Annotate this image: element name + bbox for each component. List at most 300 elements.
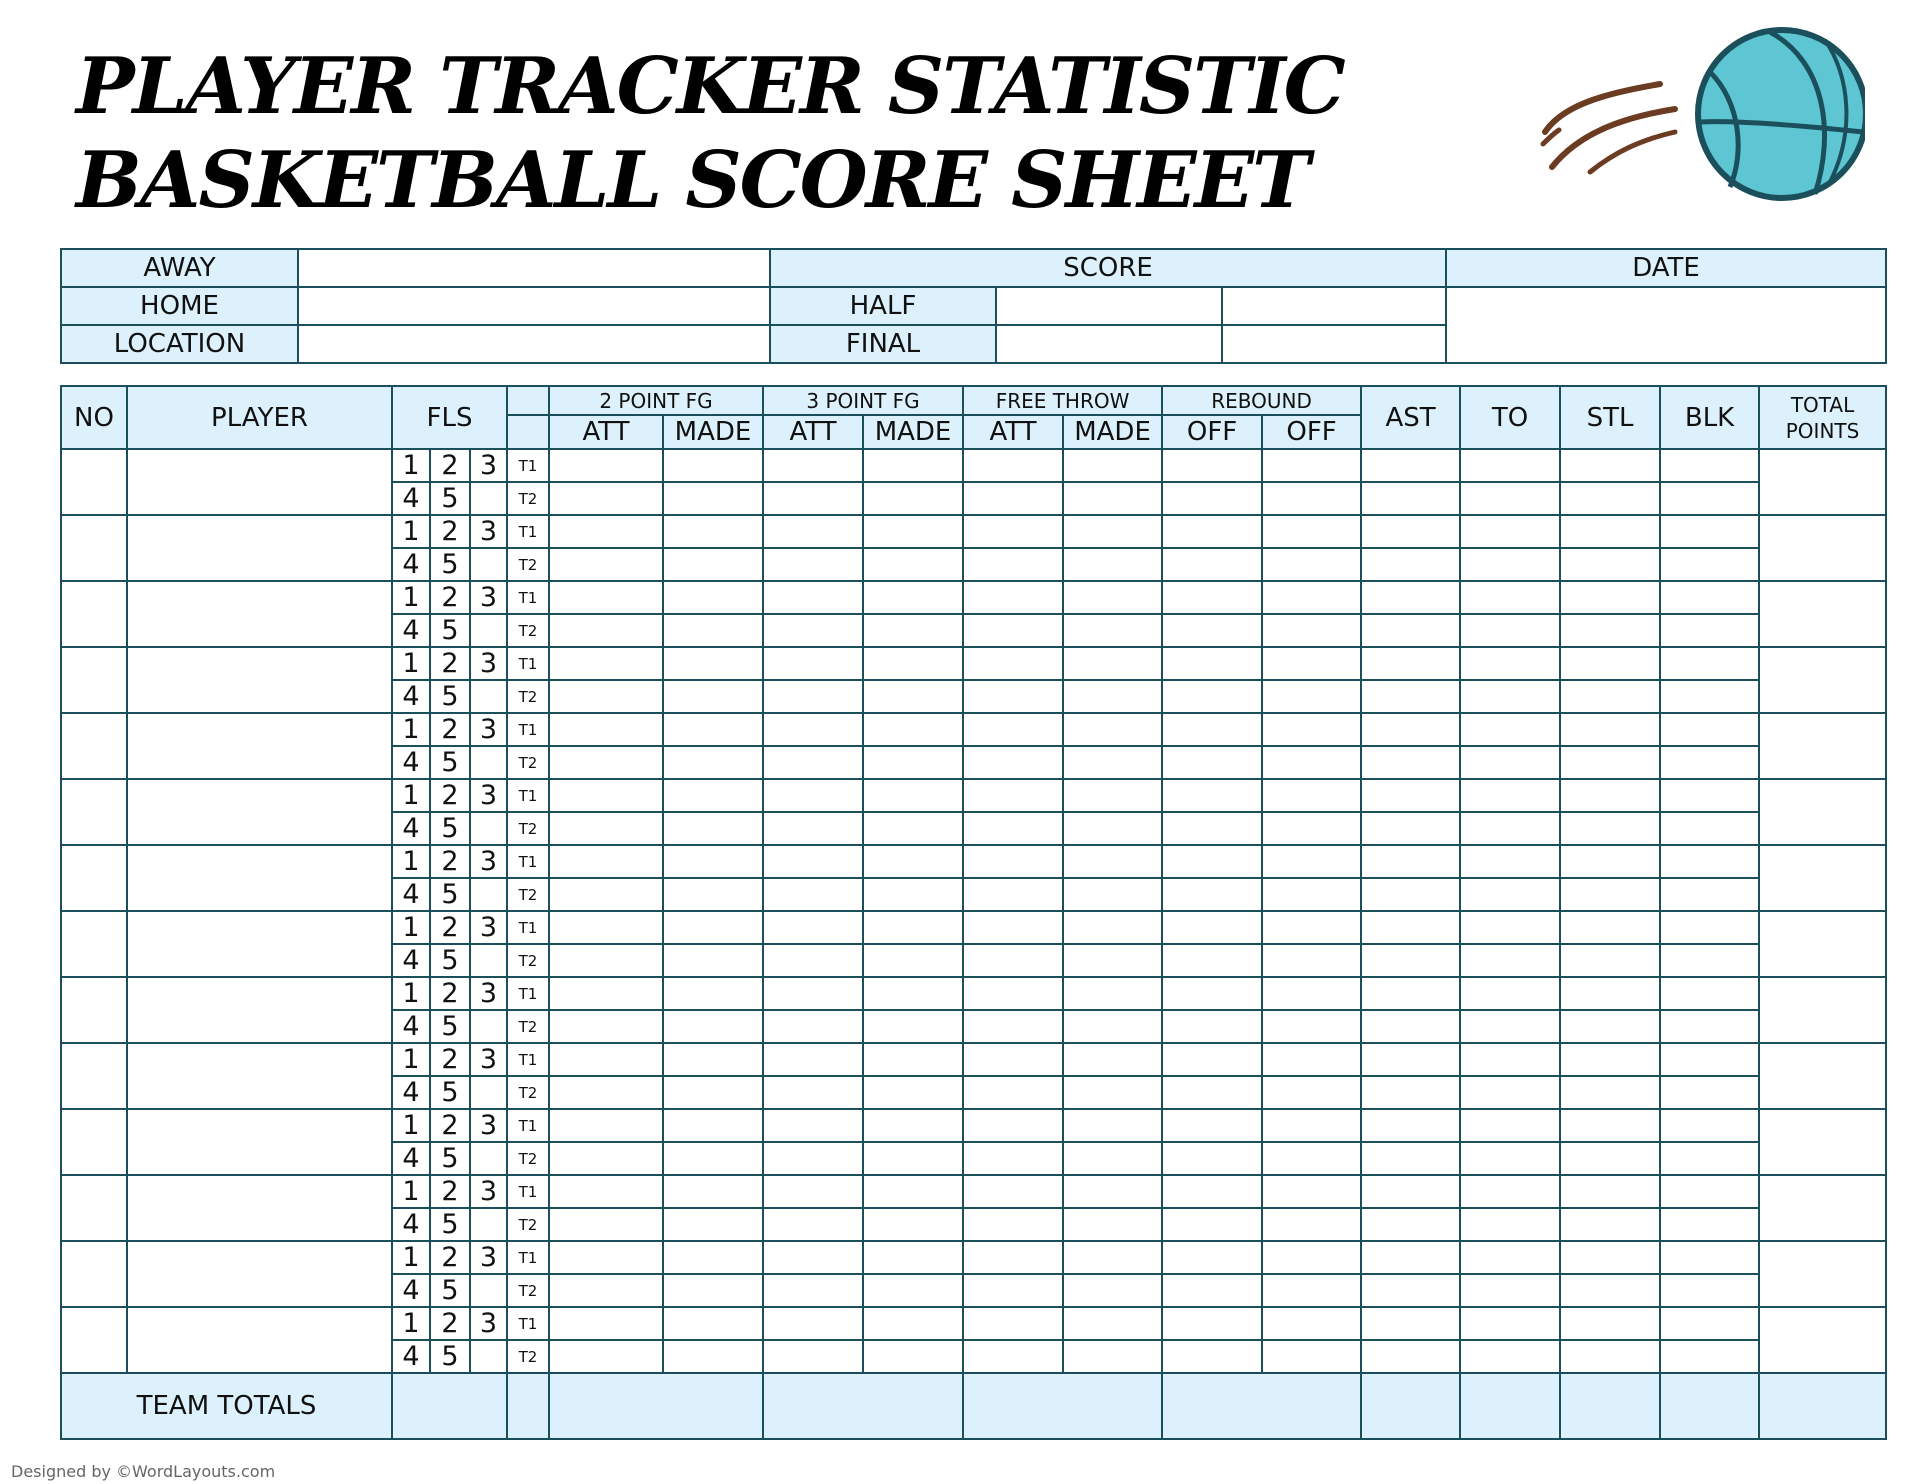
stat-cell-ft-made[interactable]: [1063, 1274, 1162, 1307]
stat-cell-2pt-made[interactable]: [663, 482, 763, 515]
stat-cell-reb-off-1[interactable]: [1162, 1307, 1262, 1340]
stat-cell-stl[interactable]: [1560, 1274, 1660, 1307]
stat-cell-ft-made[interactable]: [1063, 977, 1162, 1010]
player-name-cell[interactable]: [127, 449, 392, 515]
stat-cell-2pt-made[interactable]: [663, 1175, 763, 1208]
foul-box[interactable]: 5: [430, 1208, 470, 1241]
stat-cell-ast[interactable]: [1361, 713, 1460, 746]
stat-cell-stl[interactable]: [1560, 713, 1660, 746]
stat-cell-reb-off-1[interactable]: [1162, 878, 1262, 911]
stat-cell-2pt-made[interactable]: [663, 449, 763, 482]
stat-cell-ft-att[interactable]: [963, 977, 1063, 1010]
stat-cell-ft-att[interactable]: [963, 548, 1063, 581]
timeout-box[interactable]: T1: [507, 779, 549, 812]
stat-cell-reb-off-1[interactable]: [1162, 1043, 1262, 1076]
timeout-box[interactable]: T2: [507, 482, 549, 515]
stat-cell-2pt-made[interactable]: [663, 1340, 763, 1373]
stat-cell-ft-made[interactable]: [1063, 1307, 1162, 1340]
player-name-cell[interactable]: [127, 1109, 392, 1175]
stat-cell-ast[interactable]: [1361, 977, 1460, 1010]
stat-cell-ft-att[interactable]: [963, 1307, 1063, 1340]
stat-cell-reb-off-2[interactable]: [1262, 1307, 1361, 1340]
stat-cell-ft-made[interactable]: [1063, 548, 1162, 581]
stat-cell-ast[interactable]: [1361, 614, 1460, 647]
stat-cell-reb-off-2[interactable]: [1262, 548, 1361, 581]
stat-cell-2pt-att[interactable]: [549, 812, 663, 845]
stat-cell-2pt-att[interactable]: [549, 1076, 663, 1109]
stat-cell-3pt-att[interactable]: [763, 713, 863, 746]
player-name-cell[interactable]: [127, 647, 392, 713]
stat-cell-reb-off-2[interactable]: [1262, 812, 1361, 845]
stat-cell-2pt-att[interactable]: [549, 911, 663, 944]
foul-box[interactable]: 1: [392, 977, 430, 1010]
stat-cell-reb-off-1[interactable]: [1162, 1241, 1262, 1274]
foul-box[interactable]: 5: [430, 1274, 470, 1307]
stat-cell-ft-att[interactable]: [963, 1109, 1063, 1142]
timeout-box[interactable]: T2: [507, 1142, 549, 1175]
total-points-cell[interactable]: [1759, 1241, 1886, 1307]
stat-cell-to[interactable]: [1460, 812, 1560, 845]
timeout-box[interactable]: T2: [507, 1340, 549, 1373]
stat-cell-ft-made[interactable]: [1063, 1241, 1162, 1274]
player-name-cell[interactable]: [127, 1175, 392, 1241]
stat-cell-to[interactable]: [1460, 1340, 1560, 1373]
stat-cell-2pt-att[interactable]: [549, 581, 663, 614]
stat-cell-3pt-made[interactable]: [863, 548, 963, 581]
stat-cell-3pt-att[interactable]: [763, 878, 863, 911]
stat-cell-blk[interactable]: [1660, 581, 1759, 614]
foul-box[interactable]: 5: [430, 1340, 470, 1373]
stat-cell-ast[interactable]: [1361, 1340, 1460, 1373]
stat-cell-stl[interactable]: [1560, 614, 1660, 647]
stat-cell-3pt-made[interactable]: [863, 1274, 963, 1307]
stat-cell-reb-off-1[interactable]: [1162, 515, 1262, 548]
foul-box[interactable]: 2: [430, 1307, 470, 1340]
stat-cell-to[interactable]: [1460, 1274, 1560, 1307]
team-totals-ast[interactable]: [1361, 1373, 1460, 1439]
stat-cell-ft-made[interactable]: [1063, 713, 1162, 746]
foul-box[interactable]: 4: [392, 1340, 430, 1373]
stat-cell-3pt-att[interactable]: [763, 812, 863, 845]
stat-cell-ft-made[interactable]: [1063, 1142, 1162, 1175]
stat-cell-reb-off-2[interactable]: [1262, 1274, 1361, 1307]
foul-box[interactable]: [470, 1142, 507, 1175]
player-number-cell[interactable]: [61, 1109, 127, 1175]
stat-cell-2pt-made[interactable]: [663, 944, 763, 977]
stat-cell-ast[interactable]: [1361, 1241, 1460, 1274]
foul-box[interactable]: 2: [430, 1175, 470, 1208]
stat-cell-reb-off-1[interactable]: [1162, 713, 1262, 746]
stat-cell-blk[interactable]: [1660, 779, 1759, 812]
stat-cell-2pt-made[interactable]: [663, 1307, 763, 1340]
player-number-cell[interactable]: [61, 779, 127, 845]
timeout-box[interactable]: T2: [507, 944, 549, 977]
stat-cell-reb-off-1[interactable]: [1162, 1208, 1262, 1241]
stat-cell-3pt-att[interactable]: [763, 515, 863, 548]
foul-box[interactable]: 1: [392, 647, 430, 680]
foul-box[interactable]: 5: [430, 812, 470, 845]
player-number-cell[interactable]: [61, 515, 127, 581]
player-number-cell[interactable]: [61, 581, 127, 647]
foul-box[interactable]: 2: [430, 515, 470, 548]
stat-cell-2pt-att[interactable]: [549, 1340, 663, 1373]
stat-cell-ft-made[interactable]: [1063, 878, 1162, 911]
stat-cell-2pt-att[interactable]: [549, 845, 663, 878]
team-totals-3pt[interactable]: [763, 1373, 963, 1439]
stat-cell-ft-att[interactable]: [963, 1043, 1063, 1076]
stat-cell-ft-made[interactable]: [1063, 482, 1162, 515]
foul-box[interactable]: [470, 878, 507, 911]
foul-box[interactable]: 3: [470, 713, 507, 746]
stat-cell-ft-made[interactable]: [1063, 1010, 1162, 1043]
stat-cell-2pt-att[interactable]: [549, 1175, 663, 1208]
stat-cell-ft-made[interactable]: [1063, 1043, 1162, 1076]
foul-box[interactable]: [470, 482, 507, 515]
stat-cell-ft-att[interactable]: [963, 1076, 1063, 1109]
foul-box[interactable]: 5: [430, 1142, 470, 1175]
stat-cell-reb-off-2[interactable]: [1262, 1076, 1361, 1109]
stat-cell-ft-att[interactable]: [963, 845, 1063, 878]
stat-cell-ast[interactable]: [1361, 845, 1460, 878]
stat-cell-2pt-made[interactable]: [663, 1010, 763, 1043]
away-field[interactable]: [298, 249, 770, 287]
stat-cell-ft-att[interactable]: [963, 1274, 1063, 1307]
team-totals-ft[interactable]: [963, 1373, 1162, 1439]
stat-cell-stl[interactable]: [1560, 845, 1660, 878]
stat-cell-2pt-att[interactable]: [549, 1043, 663, 1076]
stat-cell-reb-off-2[interactable]: [1262, 1010, 1361, 1043]
stat-cell-2pt-att[interactable]: [549, 614, 663, 647]
stat-cell-ft-att[interactable]: [963, 515, 1063, 548]
stat-cell-2pt-att[interactable]: [549, 482, 663, 515]
foul-box[interactable]: [470, 812, 507, 845]
stat-cell-blk[interactable]: [1660, 482, 1759, 515]
stat-cell-blk[interactable]: [1660, 812, 1759, 845]
stat-cell-to[interactable]: [1460, 680, 1560, 713]
stat-cell-ft-att[interactable]: [963, 581, 1063, 614]
timeout-box[interactable]: T1: [507, 977, 549, 1010]
stat-cell-to[interactable]: [1460, 1043, 1560, 1076]
foul-box[interactable]: 1: [392, 1241, 430, 1274]
stat-cell-reb-off-2[interactable]: [1262, 515, 1361, 548]
stat-cell-reb-off-2[interactable]: [1262, 1241, 1361, 1274]
stat-cell-to[interactable]: [1460, 1076, 1560, 1109]
stat-cell-blk[interactable]: [1660, 1109, 1759, 1142]
stat-cell-ast[interactable]: [1361, 746, 1460, 779]
stat-cell-ast[interactable]: [1361, 1076, 1460, 1109]
stat-cell-3pt-made[interactable]: [863, 977, 963, 1010]
stat-cell-reb-off-1[interactable]: [1162, 449, 1262, 482]
stat-cell-3pt-att[interactable]: [763, 1175, 863, 1208]
half-away-score[interactable]: [996, 287, 1222, 325]
player-name-cell[interactable]: [127, 1241, 392, 1307]
stat-cell-stl[interactable]: [1560, 1208, 1660, 1241]
timeout-box[interactable]: T1: [507, 647, 549, 680]
stat-cell-3pt-made[interactable]: [863, 1340, 963, 1373]
timeout-box[interactable]: T1: [507, 1241, 549, 1274]
date-field[interactable]: [1446, 287, 1886, 363]
stat-cell-reb-off-2[interactable]: [1262, 713, 1361, 746]
foul-box[interactable]: [470, 1010, 507, 1043]
team-totals-to[interactable]: [1460, 1373, 1560, 1439]
total-points-cell[interactable]: [1759, 581, 1886, 647]
foul-box[interactable]: 3: [470, 647, 507, 680]
stat-cell-2pt-made[interactable]: [663, 614, 763, 647]
stat-cell-ast[interactable]: [1361, 1208, 1460, 1241]
foul-box[interactable]: 2: [430, 1109, 470, 1142]
stat-cell-ft-att[interactable]: [963, 1175, 1063, 1208]
stat-cell-3pt-made[interactable]: [863, 812, 963, 845]
stat-cell-2pt-att[interactable]: [549, 1241, 663, 1274]
stat-cell-ft-made[interactable]: [1063, 779, 1162, 812]
stat-cell-stl[interactable]: [1560, 1175, 1660, 1208]
stat-cell-ft-att[interactable]: [963, 449, 1063, 482]
stat-cell-3pt-made[interactable]: [863, 680, 963, 713]
stat-cell-blk[interactable]: [1660, 1307, 1759, 1340]
total-points-cell[interactable]: [1759, 647, 1886, 713]
player-number-cell[interactable]: [61, 449, 127, 515]
foul-box[interactable]: 4: [392, 1076, 430, 1109]
stat-cell-2pt-made[interactable]: [663, 581, 763, 614]
timeout-box[interactable]: T2: [507, 614, 549, 647]
stat-cell-to[interactable]: [1460, 845, 1560, 878]
stat-cell-ft-made[interactable]: [1063, 1175, 1162, 1208]
foul-box[interactable]: 4: [392, 1208, 430, 1241]
stat-cell-3pt-made[interactable]: [863, 944, 963, 977]
stat-cell-reb-off-1[interactable]: [1162, 680, 1262, 713]
stat-cell-ft-att[interactable]: [963, 680, 1063, 713]
stat-cell-blk[interactable]: [1660, 1010, 1759, 1043]
stat-cell-reb-off-2[interactable]: [1262, 680, 1361, 713]
timeout-box[interactable]: T1: [507, 449, 549, 482]
foul-box[interactable]: 1: [392, 1307, 430, 1340]
foul-box[interactable]: 1: [392, 713, 430, 746]
foul-box[interactable]: 3: [470, 1307, 507, 1340]
foul-box[interactable]: 5: [430, 482, 470, 515]
stat-cell-2pt-att[interactable]: [549, 647, 663, 680]
foul-box[interactable]: [470, 944, 507, 977]
home-field[interactable]: [298, 287, 770, 325]
stat-cell-3pt-att[interactable]: [763, 1274, 863, 1307]
stat-cell-2pt-att[interactable]: [549, 1208, 663, 1241]
stat-cell-stl[interactable]: [1560, 1241, 1660, 1274]
stat-cell-ast[interactable]: [1361, 680, 1460, 713]
stat-cell-3pt-made[interactable]: [863, 1010, 963, 1043]
foul-box[interactable]: 2: [430, 911, 470, 944]
foul-box[interactable]: 5: [430, 548, 470, 581]
foul-box[interactable]: 1: [392, 581, 430, 614]
stat-cell-2pt-att[interactable]: [549, 1274, 663, 1307]
stat-cell-reb-off-1[interactable]: [1162, 647, 1262, 680]
stat-cell-stl[interactable]: [1560, 944, 1660, 977]
stat-cell-to[interactable]: [1460, 977, 1560, 1010]
foul-box[interactable]: 3: [470, 1043, 507, 1076]
player-name-cell[interactable]: [127, 1307, 392, 1373]
stat-cell-stl[interactable]: [1560, 1043, 1660, 1076]
stat-cell-2pt-att[interactable]: [549, 680, 663, 713]
stat-cell-3pt-att[interactable]: [763, 1109, 863, 1142]
foul-box[interactable]: 2: [430, 779, 470, 812]
player-number-cell[interactable]: [61, 1175, 127, 1241]
foul-box[interactable]: 4: [392, 614, 430, 647]
stat-cell-2pt-made[interactable]: [663, 713, 763, 746]
stat-cell-reb-off-1[interactable]: [1162, 779, 1262, 812]
foul-box[interactable]: 4: [392, 548, 430, 581]
stat-cell-ft-att[interactable]: [963, 746, 1063, 779]
stat-cell-ft-made[interactable]: [1063, 845, 1162, 878]
stat-cell-reb-off-1[interactable]: [1162, 1109, 1262, 1142]
total-points-cell[interactable]: [1759, 977, 1886, 1043]
stat-cell-3pt-made[interactable]: [863, 614, 963, 647]
foul-box[interactable]: 5: [430, 746, 470, 779]
stat-cell-to[interactable]: [1460, 614, 1560, 647]
foul-box[interactable]: 4: [392, 680, 430, 713]
stat-cell-3pt-att[interactable]: [763, 911, 863, 944]
player-number-cell[interactable]: [61, 713, 127, 779]
stat-cell-ast[interactable]: [1361, 878, 1460, 911]
stat-cell-2pt-made[interactable]: [663, 1076, 763, 1109]
stat-cell-3pt-made[interactable]: [863, 713, 963, 746]
foul-box[interactable]: 3: [470, 1175, 507, 1208]
stat-cell-ft-made[interactable]: [1063, 581, 1162, 614]
team-totals-fouls[interactable]: [392, 1373, 507, 1439]
stat-cell-reb-off-2[interactable]: [1262, 1043, 1361, 1076]
stat-cell-2pt-made[interactable]: [663, 1274, 763, 1307]
stat-cell-2pt-att[interactable]: [549, 779, 663, 812]
stat-cell-ft-made[interactable]: [1063, 911, 1162, 944]
stat-cell-2pt-made[interactable]: [663, 1142, 763, 1175]
stat-cell-reb-off-2[interactable]: [1262, 614, 1361, 647]
stat-cell-reb-off-1[interactable]: [1162, 1010, 1262, 1043]
timeout-box[interactable]: T2: [507, 878, 549, 911]
player-number-cell[interactable]: [61, 647, 127, 713]
stat-cell-ft-made[interactable]: [1063, 746, 1162, 779]
stat-cell-ast[interactable]: [1361, 647, 1460, 680]
stat-cell-ft-att[interactable]: [963, 911, 1063, 944]
stat-cell-2pt-att[interactable]: [549, 515, 663, 548]
team-totals-reb[interactable]: [1162, 1373, 1361, 1439]
stat-cell-blk[interactable]: [1660, 1043, 1759, 1076]
timeout-box[interactable]: T1: [507, 713, 549, 746]
stat-cell-reb-off-1[interactable]: [1162, 1076, 1262, 1109]
stat-cell-ft-att[interactable]: [963, 1010, 1063, 1043]
foul-box[interactable]: 2: [430, 977, 470, 1010]
stat-cell-blk[interactable]: [1660, 713, 1759, 746]
stat-cell-ast[interactable]: [1361, 449, 1460, 482]
stat-cell-3pt-att[interactable]: [763, 1241, 863, 1274]
player-name-cell[interactable]: [127, 911, 392, 977]
stat-cell-blk[interactable]: [1660, 680, 1759, 713]
stat-cell-to[interactable]: [1460, 779, 1560, 812]
foul-box[interactable]: 4: [392, 1142, 430, 1175]
foul-box[interactable]: 4: [392, 482, 430, 515]
stat-cell-2pt-att[interactable]: [549, 1142, 663, 1175]
stat-cell-ast[interactable]: [1361, 1043, 1460, 1076]
stat-cell-3pt-made[interactable]: [863, 845, 963, 878]
player-name-cell[interactable]: [127, 845, 392, 911]
stat-cell-2pt-made[interactable]: [663, 680, 763, 713]
stat-cell-to[interactable]: [1460, 1175, 1560, 1208]
foul-box[interactable]: 4: [392, 812, 430, 845]
stat-cell-reb-off-1[interactable]: [1162, 977, 1262, 1010]
stat-cell-to[interactable]: [1460, 878, 1560, 911]
team-totals-blk[interactable]: [1660, 1373, 1759, 1439]
stat-cell-ast[interactable]: [1361, 482, 1460, 515]
stat-cell-reb-off-2[interactable]: [1262, 647, 1361, 680]
stat-cell-3pt-att[interactable]: [763, 779, 863, 812]
stat-cell-ft-att[interactable]: [963, 944, 1063, 977]
stat-cell-ast[interactable]: [1361, 1010, 1460, 1043]
stat-cell-stl[interactable]: [1560, 515, 1660, 548]
stat-cell-3pt-made[interactable]: [863, 449, 963, 482]
foul-box[interactable]: 1: [392, 1109, 430, 1142]
total-points-cell[interactable]: [1759, 911, 1886, 977]
timeout-box[interactable]: T2: [507, 548, 549, 581]
final-home-score[interactable]: [1222, 325, 1446, 363]
stat-cell-3pt-att[interactable]: [763, 1340, 863, 1373]
stat-cell-stl[interactable]: [1560, 449, 1660, 482]
timeout-box[interactable]: T2: [507, 1010, 549, 1043]
foul-box[interactable]: 3: [470, 1241, 507, 1274]
foul-box[interactable]: 1: [392, 911, 430, 944]
foul-box[interactable]: [470, 1208, 507, 1241]
stat-cell-to[interactable]: [1460, 647, 1560, 680]
stat-cell-ast[interactable]: [1361, 1175, 1460, 1208]
timeout-box[interactable]: T1: [507, 581, 549, 614]
stat-cell-reb-off-1[interactable]: [1162, 581, 1262, 614]
stat-cell-2pt-att[interactable]: [549, 977, 663, 1010]
stat-cell-3pt-made[interactable]: [863, 878, 963, 911]
stat-cell-stl[interactable]: [1560, 647, 1660, 680]
stat-cell-stl[interactable]: [1560, 1109, 1660, 1142]
stat-cell-ast[interactable]: [1361, 1274, 1460, 1307]
stat-cell-blk[interactable]: [1660, 515, 1759, 548]
foul-box[interactable]: [470, 614, 507, 647]
foul-box[interactable]: 4: [392, 1274, 430, 1307]
stat-cell-3pt-made[interactable]: [863, 1307, 963, 1340]
stat-cell-ft-att[interactable]: [963, 1241, 1063, 1274]
stat-cell-reb-off-2[interactable]: [1262, 449, 1361, 482]
stat-cell-reb-off-2[interactable]: [1262, 911, 1361, 944]
timeout-box[interactable]: T1: [507, 845, 549, 878]
stat-cell-2pt-made[interactable]: [663, 1109, 763, 1142]
stat-cell-reb-off-2[interactable]: [1262, 482, 1361, 515]
stat-cell-stl[interactable]: [1560, 878, 1660, 911]
stat-cell-to[interactable]: [1460, 1208, 1560, 1241]
stat-cell-3pt-made[interactable]: [863, 581, 963, 614]
stat-cell-3pt-made[interactable]: [863, 1175, 963, 1208]
stat-cell-reb-off-2[interactable]: [1262, 1109, 1361, 1142]
stat-cell-to[interactable]: [1460, 581, 1560, 614]
player-number-cell[interactable]: [61, 845, 127, 911]
foul-box[interactable]: [470, 1076, 507, 1109]
stat-cell-reb-off-1[interactable]: [1162, 911, 1262, 944]
foul-box[interactable]: [470, 1274, 507, 1307]
stat-cell-ft-made[interactable]: [1063, 1109, 1162, 1142]
foul-box[interactable]: 5: [430, 614, 470, 647]
stat-cell-ast[interactable]: [1361, 515, 1460, 548]
foul-box[interactable]: [470, 680, 507, 713]
stat-cell-3pt-made[interactable]: [863, 779, 963, 812]
stat-cell-ast[interactable]: [1361, 911, 1460, 944]
foul-box[interactable]: 3: [470, 845, 507, 878]
stat-cell-stl[interactable]: [1560, 746, 1660, 779]
team-totals-stl[interactable]: [1560, 1373, 1660, 1439]
foul-box[interactable]: 1: [392, 779, 430, 812]
stat-cell-stl[interactable]: [1560, 581, 1660, 614]
stat-cell-ft-made[interactable]: [1063, 515, 1162, 548]
foul-box[interactable]: 5: [430, 680, 470, 713]
